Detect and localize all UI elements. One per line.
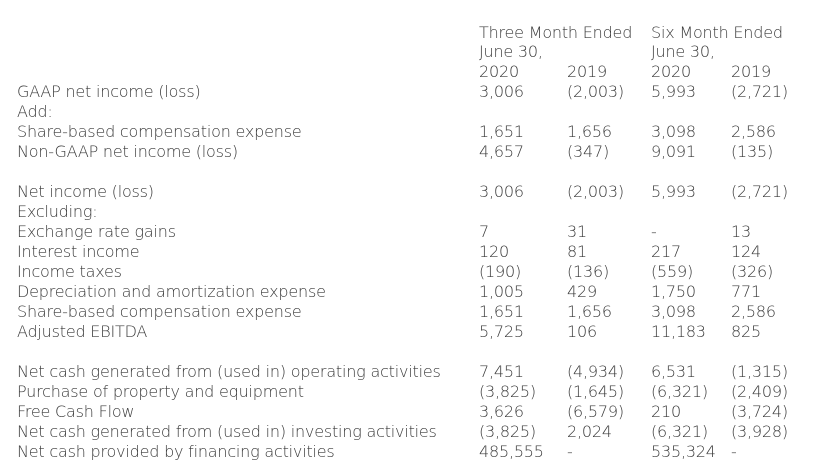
row-value: 1,656 <box>567 122 612 141</box>
row-value: 3,098 <box>651 122 696 141</box>
row-label: Share-based compensation expense <box>17 122 302 141</box>
row-value: - <box>567 442 573 461</box>
row-value: (4,934) <box>567 362 624 381</box>
header-six-month-sub: June 30, <box>651 42 715 61</box>
row-label: Interest income <box>17 242 140 261</box>
row-value: 106 <box>567 322 597 341</box>
row-value: (347) <box>567 142 610 161</box>
row-value: (6,321) <box>651 382 708 401</box>
row-value: 771 <box>731 282 761 301</box>
row-value: 120 <box>479 242 509 261</box>
row-label: Exchange rate gains <box>17 222 176 241</box>
row-value: (2,721) <box>731 182 788 201</box>
row-value: 5,993 <box>651 82 696 101</box>
row-value: (1,645) <box>567 382 624 401</box>
row-value: (6,579) <box>567 402 624 421</box>
row-value: 210 <box>651 402 681 421</box>
row-value: (190) <box>479 262 522 281</box>
header-year: 2019 <box>731 62 771 81</box>
row-label: GAAP net income (loss) <box>17 82 201 101</box>
row-value: 3,626 <box>479 402 524 421</box>
row-value: 2,024 <box>567 422 612 441</box>
row-value: (2,003) <box>567 182 624 201</box>
row-value: (1,315) <box>731 362 788 381</box>
header-year: 2019 <box>567 62 607 81</box>
row-label: Depreciation and amortization expense <box>17 282 326 301</box>
row-label: Add: <box>17 102 53 121</box>
row-label: Purchase of property and equipment <box>17 382 304 401</box>
row-value: 5,725 <box>479 322 524 341</box>
row-value: (2,003) <box>567 82 624 101</box>
row-value: 31 <box>567 222 587 241</box>
row-value: 1,656 <box>567 302 612 321</box>
row-value: 825 <box>731 322 761 341</box>
row-value: (326) <box>731 262 774 281</box>
row-value: (3,825) <box>479 382 536 401</box>
row-value: 1,651 <box>479 302 524 321</box>
row-value: 1,005 <box>479 282 524 301</box>
header-three-month-sub: June 30, <box>479 42 543 61</box>
header-year: 2020 <box>479 62 519 81</box>
row-value: - <box>651 222 657 241</box>
row-value: 7 <box>479 222 489 241</box>
row-value: 217 <box>651 242 681 261</box>
header-year: 2020 <box>651 62 691 81</box>
row-value: 2,586 <box>731 122 776 141</box>
row-label: Net income (loss) <box>17 182 154 201</box>
row-value: 3,006 <box>479 182 524 201</box>
row-value: 13 <box>731 222 751 241</box>
row-value: (3,825) <box>479 422 536 441</box>
row-label: Non-GAAP net income (loss) <box>17 142 238 161</box>
row-label: Free Cash Flow <box>17 402 135 421</box>
row-label: Net cash generated from (used in) operating activities <box>17 362 441 381</box>
row-label: Net cash provided by financing activities <box>17 442 335 461</box>
row-value: 81 <box>567 242 587 261</box>
header-three-month: Three Month Ended <box>479 23 633 42</box>
row-value: 11,183 <box>651 322 706 341</box>
row-value: (3,724) <box>731 402 788 421</box>
row-value: 1,750 <box>651 282 696 301</box>
row-value: 6,531 <box>651 362 696 381</box>
row-value: 1,651 <box>479 122 524 141</box>
row-value: 485,555 <box>479 442 544 461</box>
row-label: Income taxes <box>17 262 122 281</box>
row-value: (2,721) <box>731 82 788 101</box>
row-label: Net cash generated from (used in) investing activities <box>17 422 437 441</box>
row-label: Excluding: <box>17 202 98 221</box>
row-value: 429 <box>567 282 597 301</box>
row-value: (559) <box>651 262 694 281</box>
row-value: 5,993 <box>651 182 696 201</box>
header-six-month: Six Month Ended <box>651 23 783 42</box>
row-value: 535,324 <box>651 442 716 461</box>
row-value: (3,928) <box>731 422 788 441</box>
row-value: (136) <box>567 262 610 281</box>
row-value: 3,006 <box>479 82 524 101</box>
row-label: Share-based compensation expense <box>17 302 302 321</box>
row-value: 9,091 <box>651 142 696 161</box>
row-value: 124 <box>731 242 761 261</box>
row-value: - <box>731 442 737 461</box>
row-value: (2,409) <box>731 382 788 401</box>
row-value: (6,321) <box>651 422 708 441</box>
row-value: 4,657 <box>479 142 524 161</box>
row-value: 2,586 <box>731 302 776 321</box>
row-value: 3,098 <box>651 302 696 321</box>
row-value: (135) <box>731 142 774 161</box>
row-value: 7,451 <box>479 362 524 381</box>
row-label: Adjusted EBITDA <box>17 322 148 341</box>
